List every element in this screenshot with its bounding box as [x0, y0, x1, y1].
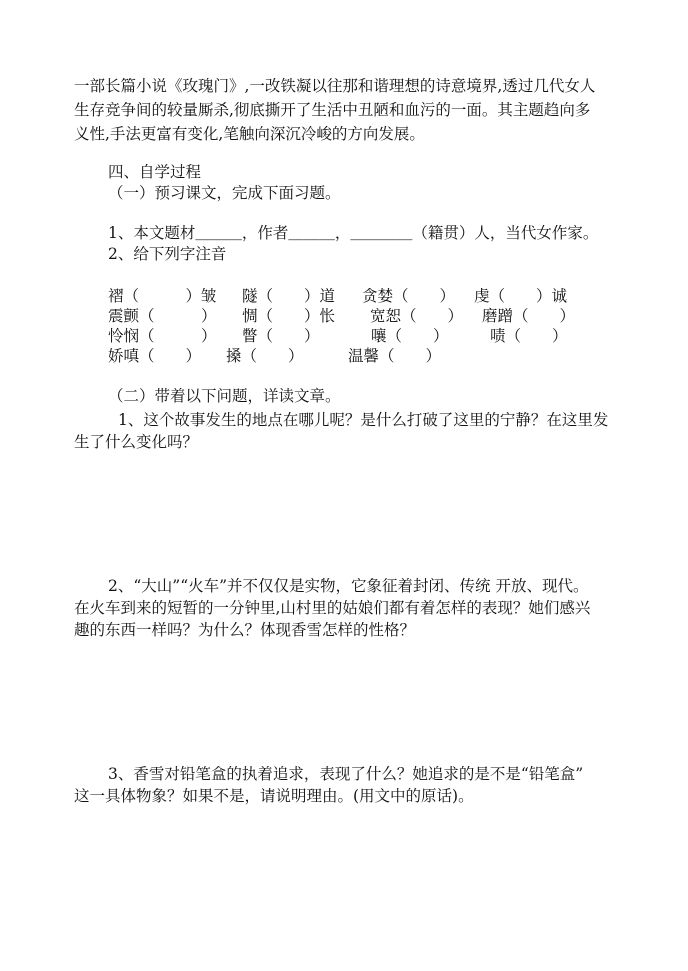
- detail-question-3-line-2: 这一具体物象？如果不是，请说明理由。(用文中的原话)。: [74, 787, 474, 805]
- detail-question-2-line-1: 2、“大山”“火车”并不仅仅是实物，它象征着封闭、传统 开放、现代。: [108, 577, 589, 595]
- intro-line-1: 一部长篇小说《玫瑰门》,一改铁凝以往那和谐理想的诗意境界,透过几代女人: [74, 77, 596, 95]
- detail-question-2-line-3: 趣的东西一样吗？为什么？体现香雪怎样的性格？: [74, 621, 416, 639]
- detail-question-1-line-2: 生了什么变化吗？: [74, 433, 199, 451]
- pinyin-item: 磨蹭（ ）: [482, 307, 576, 325]
- pinyin-item: 搡（ ）: [226, 347, 304, 365]
- section4-title: 四、自学过程: [108, 163, 202, 181]
- pinyin-item: 隧（ ）道: [242, 287, 336, 305]
- pinyin-item: 娇嗔（ ）: [108, 347, 202, 365]
- detail-question-1-line-1: 1、这个故事发生的地点在哪儿呢？是什么打破了这里的宁静？在这里发: [118, 411, 609, 429]
- part2-title: （二）带着以下问题，详读文章。: [108, 387, 341, 405]
- pinyin-item: 怜悯（ ）: [108, 327, 217, 345]
- pinyin-item: 瞥（ ）: [242, 327, 320, 345]
- pinyin-item: 惆（ ）怅: [242, 307, 336, 325]
- part1-title: （一）预习课文，完成下面习题。: [108, 184, 341, 202]
- detail-question-3-line-1: 3、香雪对铅笔盒的执着追求，表现了什么？她追求的是不是“铅笔盒”: [108, 765, 584, 783]
- pinyin-item: 震颤（ ）: [108, 307, 217, 325]
- intro-line-2: 生存竞争间的较量厮杀,彻底撕开了生活中丑陋和血污的一面。其主题趋向多: [74, 101, 591, 119]
- pinyin-item: 褶（ ）皱: [108, 287, 217, 305]
- intro-line-3: 义性,手法更富有变化,笔触向深沉冷峻的方向发展。: [74, 125, 425, 143]
- pinyin-item: 贪婪（ ）: [362, 287, 456, 305]
- pinyin-item: 温馨（ ）: [348, 347, 442, 365]
- pinyin-item: 宽恕（ ）: [370, 307, 464, 325]
- question-2: 2、给下列字注音: [108, 245, 227, 263]
- detail-question-2-line-2: 在火车到来的短暂的一分钟里,山村里的姑娘们都有着怎样的表现？她们感兴: [74, 599, 591, 617]
- pinyin-item: 虔（ ）诚: [474, 287, 568, 305]
- pinyin-item: 嚷（ ）: [371, 327, 449, 345]
- question-1: 1、本文题材＿＿＿，作者＿＿＿，＿＿＿＿（籍贯）人，当代女作家。: [108, 224, 599, 242]
- pinyin-item: 啧（ ）: [490, 327, 568, 345]
